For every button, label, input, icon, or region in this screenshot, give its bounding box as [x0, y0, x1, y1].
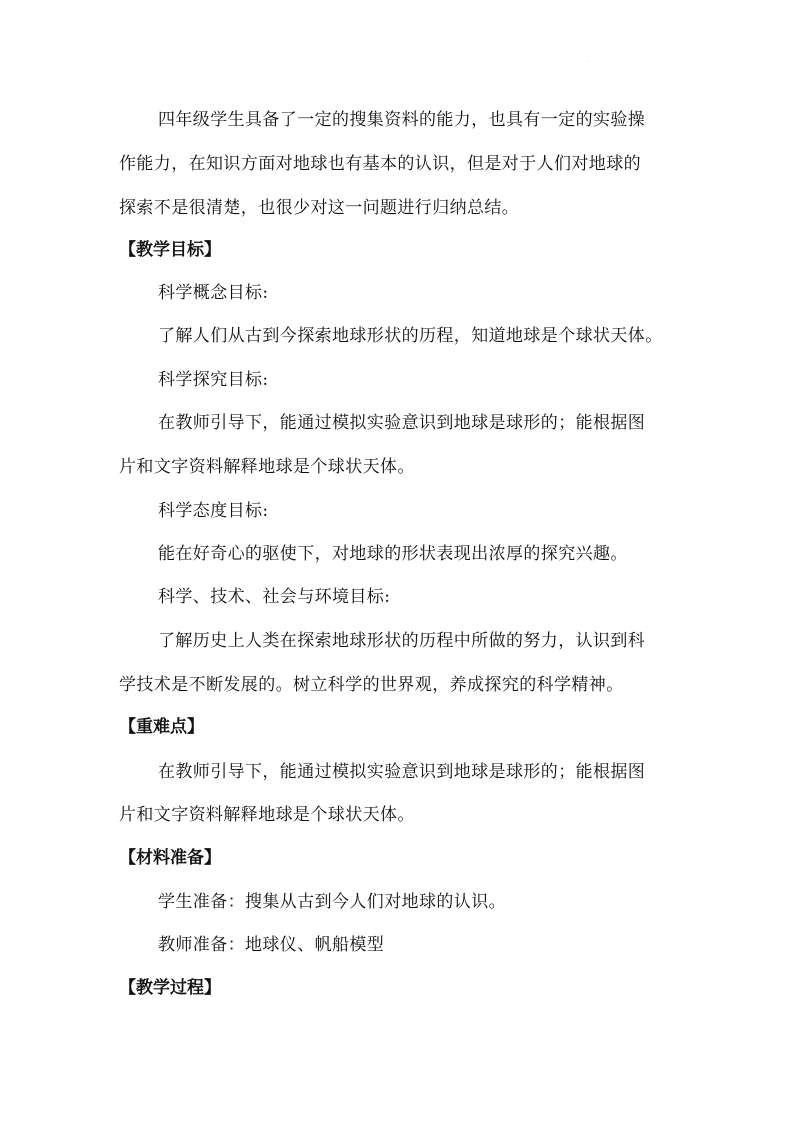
- inquiry-goal-line-1: 在教师引导下，能通过模拟实验意识到地球是球形的；能根据图: [158, 413, 646, 433]
- key-points-line-1: 在教师引导下，能通过模拟实验意识到地球是球形的；能根据图: [158, 762, 646, 782]
- stse-goal-line-1: 了解历史上人类在探索地球形状的历程中所做的努力，认识到科: [158, 631, 646, 651]
- teaching-process-heading: 【教学过程】: [119, 978, 221, 998]
- intro-line-3: 探索不是很清楚，也很少对这一问题进行归纳总结。: [119, 198, 520, 218]
- key-points-heading: 【重难点】: [119, 717, 204, 737]
- inquiry-goal-label: 科学探究目标:: [158, 370, 269, 390]
- attitude-goal-text: 能在好奇心的驱使下，对地球的形状表现出浓厚的探究兴趣。: [158, 544, 628, 564]
- concept-goal-text: 了解人们从古到今探索地球形状的历程，知道地球是个球状天体。: [158, 326, 663, 346]
- inquiry-goal-line-2: 片和文字资料解释地球是个球状天体。: [119, 457, 415, 477]
- stse-goal-line-2: 学技术是不断发展的。树立科学的世界观，养成探究的科学精神。: [119, 675, 624, 695]
- attitude-goal-label: 科学态度目标:: [158, 501, 269, 521]
- stse-goal-label: 科学、技术、社会与环境目标:: [158, 587, 391, 607]
- concept-goal-label: 科学概念目标:: [158, 283, 269, 303]
- intro-line-2: 作能力，在知识方面对地球也有基本的认识，但是对于人们对地球的: [119, 154, 641, 174]
- key-points-line-2: 片和文字资料解释地球是个球状天体。: [119, 805, 415, 825]
- materials-heading: 【材料准备】: [119, 848, 221, 868]
- teaching-goals-heading: 【教学目标】: [119, 240, 221, 260]
- intro-line-1: 四年级学生具备了一定的搜集资料的能力，也具有一定的实验操: [158, 110, 646, 130]
- page-marker: ·: [587, 59, 589, 66]
- teacher-materials: 教师准备：地球仪、帆船模型: [158, 935, 385, 955]
- student-materials: 学生准备：搜集从古到今人们对地球的认识。: [158, 892, 506, 912]
